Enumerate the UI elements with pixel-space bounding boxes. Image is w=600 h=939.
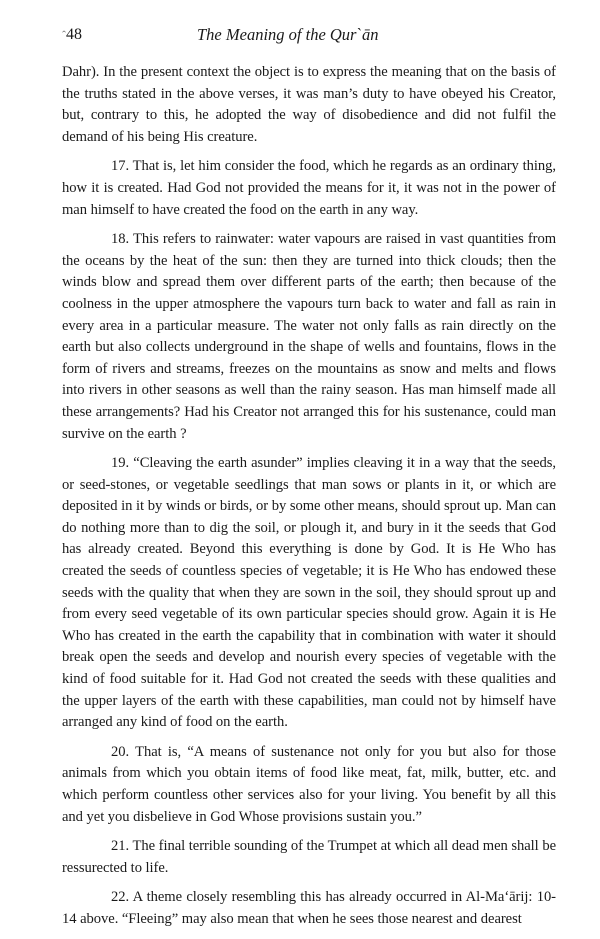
note-text: The final terrible sounding of the Trumpet at which all dead men shall be ressurected to life. (62, 838, 556, 876)
note-text: That is, let him consider the food, which he regards as an ordinary thing, how it is created. Had God not provided the means for it, it was not in the power of man himself to have created the food on the earth in any way. (62, 158, 556, 218)
note-number: 20. (111, 743, 130, 760)
note-20 (62, 742, 556, 828)
note-text: A theme closely resembling this has already occurred in Al-Ma‘ārij: 10-14 above. “Fleeing” may also mean that when he sees those nearest and dearest (62, 889, 556, 927)
note-19 (62, 453, 556, 734)
page-number-digits: 48 (66, 26, 82, 43)
running-title: The Meaning of the Qurˋān (197, 25, 379, 44)
note-number: 21. (111, 838, 130, 855)
paragraph-text: Dahr). In the present context the object is to express the meaning that on the basis of the truths stated in the above verses, it was man’s duty to have obeyed his Creator, but, contrary to this, he adopted the way of disobedience and did not fulfil the demand of his being His creature. (62, 64, 556, 145)
note-number: 17. (111, 158, 130, 175)
paragraph-continuation (62, 62, 556, 148)
note-number: 22. (111, 889, 130, 906)
note-text: That is, “A means of sustenance not only for you but also for those animals from which you obtain items of food like meat, fat, milk, butter, etc. and which perform countless other services also for your living. You benefit by all this and yet you disbelieve in God Whose provisions sustain you.” (62, 743, 556, 825)
page-header (62, 24, 556, 46)
note-17 (62, 156, 556, 221)
note-number: 18. (111, 231, 130, 248)
note-18 (62, 229, 556, 445)
note-22 (62, 887, 556, 930)
page-body (62, 62, 556, 939)
note-text: “Cleaving the earth asunder” implies cleaving it in a way that the seeds, or seed-stones, or vegetable seedlings that man sows or plants in it, or which are deposited in it by winds or birds, or by some other means, should sprout up. Man can do nothing more than to dig the soil, or plough it, and bury in it the seeds that God has already created. Beyond this everything is done by God. It is He Who has created the seeds of countless species of vegetable; it is He Who has endowed these seeds with the quality that when they are sown in the soil, they should sprout up and from every seed vegetable of its own particular species should grow. Again it is He Who has created in the earth the capability that in combination with water it should break open the seeds and develop and nourish every species of vegetable with the kind of food suitable for it. Had God not created the seeds with these qualities and the upper layers of the earth with these capabilities, man could not by himself have arranged any kind of food on the earth. (62, 455, 556, 731)
page-number (62, 24, 82, 46)
page-number-damaged-glyph: ˆ (62, 28, 66, 42)
note-21 (62, 836, 556, 879)
note-text: This refers to rainwater: water vapours are raised in vast quantities from the oceans by the heat of the sun: then they are turned into thick clouds; then the winds blow and spread them over different parts of the earth; then because of the coolness in the upper atmosphere the vapours turn back to water and fall as rain in every area in a particular measure. The water not only falls as rain directly on the earth but also collects underground in the shape of wells and fountains, flows in the form of rivers and streams, freezes on the mountains as snow and melts and flows into rivers in other seasons as well than the rainy season. Has man himself made all these arrangements? Had his Creator not arranged this for his sustenance, could man survive on the earth ? (62, 231, 556, 442)
note-number: 19. (111, 455, 130, 472)
